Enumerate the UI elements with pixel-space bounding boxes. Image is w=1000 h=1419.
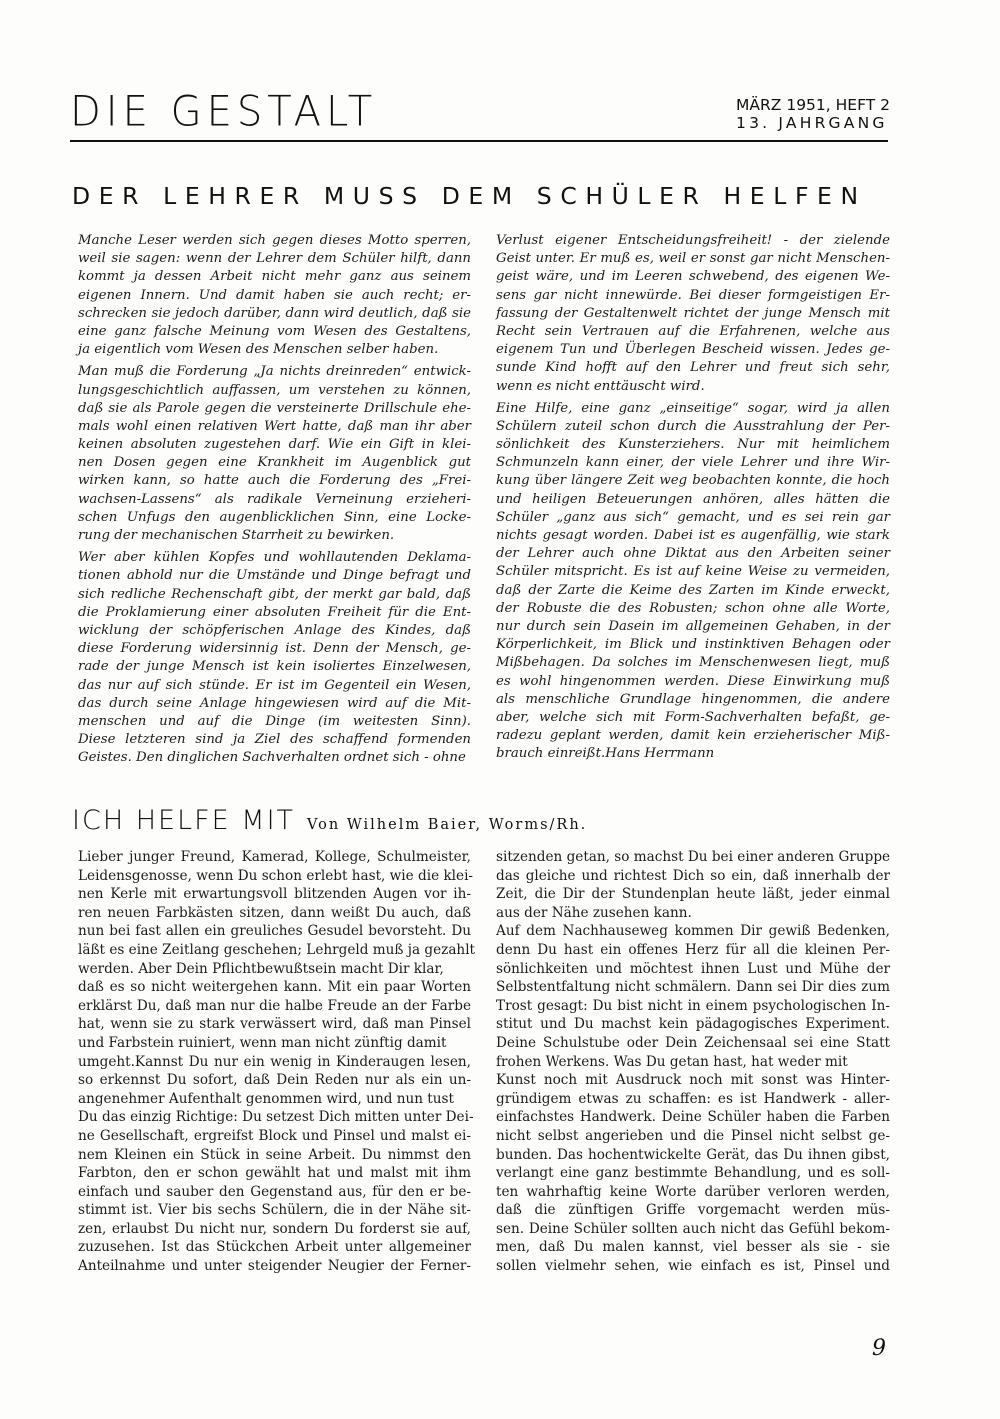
text-line: zen, erlaubst Du nicht nur, sondern Du forderst sie auf,	[78, 1220, 471, 1237]
text-line: so erkennst Du sofort, daß Dein Reden nur als ein un-	[78, 1072, 471, 1089]
text-line: es wohl hingenommen werden. Diese Einwirkung muß	[496, 673, 890, 689]
text-line: sitzenden getan, so machst Du bei einer anderen Gruppe	[496, 849, 891, 865]
text-line: Anteilnahme und unter steigender Neugier der Ferner-	[78, 1258, 471, 1275]
text-line: das nur auf sich stünde. Er ist im Gegenteil ein Wesen,	[78, 677, 471, 693]
text-line: menschen und auf die Dinge (im weitesten Sinn).	[78, 713, 471, 729]
text-line: eigenen Innern. Und damit haben sie auch recht; er-	[78, 287, 471, 303]
text-line: diese Forderung widersinnig ist. Denn der Mensch, ge-	[78, 641, 471, 657]
text-line: Trost gesagt: Du bist nicht in einem psychologischen In-	[496, 997, 890, 1014]
text-line: weil sie sagen: wenn der Lehrer dem Schüler hilft, dann	[78, 251, 471, 267]
text-line: Deine Schulstube oder Dein Zeichensaal sei eine Statt	[496, 1034, 890, 1051]
text-line: Schüler „ganz aus sich“ gemacht, und es sei rein gar	[496, 509, 890, 525]
text-line: nur durch sein Dasein im allgemeinen Gehaben, in der	[496, 618, 890, 634]
text-line: Geist unter. Er muß es, weil er sonst gar nicht Menschen-	[496, 251, 890, 267]
text-line: schen Unfugs den augenblicklichen Sinn, eine Locke-	[78, 509, 471, 525]
article2-headline: ICH HELFE MIT	[72, 805, 296, 836]
paragraph	[78, 549, 471, 767]
text-line: Körperlichkeit, im Blick und instinktiven Behagen oder	[496, 637, 890, 653]
text-line: als menschliche Grundlage hingenommen, die andere	[496, 691, 890, 707]
article1-headline: DER LEHRER MUSS DEM SCHÜLER HELFEN	[72, 182, 867, 210]
text-line: sen. Deine Schüler sollten auch nicht das Gefühl bekom-	[496, 1220, 890, 1237]
text-line: Manche Leser werden sich gegen dieses Motto sperren,	[78, 233, 471, 248]
text-line: das gleiche und richtest Dich so ein, daß innerhalb der	[496, 867, 890, 884]
text-line: nun bei fast allen ein greuliches Gesudel bevorsteht. Du	[78, 923, 471, 940]
text-line: die Proklamierung einer absoluten Freiheit für die Ent-	[78, 604, 471, 620]
text-line: hat, wenn sie zu stark verwässert wird, daß man Pinsel	[78, 1016, 471, 1033]
article2-byline: Von Wilhelm Baier, Worms/Rh.	[307, 817, 588, 833]
text-line: Schüler mitspricht. Es ist auf keine Weise zu vermeiden,	[496, 564, 890, 580]
article1-left-column	[78, 232, 471, 771]
text-line: schrecken sie jedoch darüber, dann wird deutlich, daß sie	[78, 305, 471, 321]
text-line: daß die zünftigen Griffe vorgemacht werden müs-	[496, 1202, 890, 1219]
issue-volume: 13. JAHRGANG	[736, 114, 888, 132]
text-line: umgeht.Kannst Du nur ein wenig in Kinderaugen lesen,	[78, 1053, 471, 1070]
text-line: Wer aber kühlen Kopfes und wohllautenden Deklama-	[78, 550, 471, 566]
text-line: Du das einzig Richtige: Du setzest Dich mitten unter Dei-	[78, 1109, 474, 1126]
text-line: ne Gesellschaft, ergreifst Block und Pinsel und malst ei-	[78, 1127, 471, 1144]
text-line: kung über längere Zeit weg beobachten konnte, die hoch	[496, 473, 890, 489]
text-line: wirken kann, so hatte auch die Forderung des „Frei-	[78, 473, 471, 489]
text-line: sollen vielmehr sehen, wie einfach es ist, Pinsel und	[496, 1258, 890, 1275]
text-line: ten wahrhaftig keine Worte darüber verloren werden,	[496, 1183, 890, 1200]
text-line: angenehmer Aufenthalt genommen wird, und nun tust	[78, 1090, 454, 1107]
text-line: nichts gesagt worden. Dabei ist es augenfällig, wie stark	[496, 528, 890, 543]
text-line: nen Dosen gegen eine Krankheit im Augenblick gut	[78, 455, 471, 471]
text-line: einfachstes Handwerk. Deine Schüler haben die Farben	[496, 1109, 890, 1126]
text-line: aus der Nähe zusehen kann.	[496, 904, 692, 921]
text-line: Man muß die Forderung „Ja nichts dreinreden“ entwick-	[78, 364, 471, 380]
paragraph	[496, 400, 890, 764]
text-line: nen Kerle mit erwartungsvoll blitzenden Augen vor ih-	[78, 886, 471, 903]
text-line: nem Kleinen ein Stück in seine Arbeit. Du nimmst den	[78, 1146, 471, 1163]
paragraph	[78, 363, 471, 545]
text-line: Diese letzteren sind ja Ziel des schaffend formenden	[78, 732, 471, 748]
text-line: aber, welche sich mit Form-Sachverhalten befaßt, ge-	[496, 709, 890, 725]
text-line: keinen absoluten zugestehen darf. Wie ein Gift in klei-	[78, 437, 471, 453]
text-line: sens gar nicht innewürde. Bei dieser formgeistigen Er-	[496, 287, 890, 303]
article2-heading	[72, 805, 587, 836]
text-line: ja eigentlich vom Wesen des Menschen selber haben.	[78, 342, 439, 358]
text-line: Auf dem Nachhauseweg kommen Dir gewiß Bedenken,	[496, 923, 890, 940]
paragraph	[78, 232, 471, 359]
text-line: wachsen-Lassens“ als radikale Verneinung erzieheri-	[78, 491, 471, 507]
page-number: 9	[872, 1336, 886, 1361]
text-line: nicht selbst angerieben und die Pinsel nicht selbst ge-	[496, 1127, 890, 1144]
text-line: kommt ja dessen Arbeit nicht mehr ganz aus seinem	[78, 269, 471, 285]
text-line: lungsgeschichtlich auffassen, um verstehen zu können,	[78, 382, 471, 398]
masthead-rule	[70, 140, 888, 142]
text-line: daß der Zarte die Keime des Zarten im Kinde erweckt,	[496, 582, 890, 598]
signature-line	[496, 745, 890, 763]
text-line: Leidensgenosse, wenn Du schon erlebt hast, wie die klei-	[78, 867, 474, 884]
text-line: und Farbstein ruiniert, wenn man nicht zünftig damit	[78, 1034, 447, 1051]
text-line: daß es so nicht weitergehen kann. Mit ein paar Worten	[78, 979, 471, 996]
text-line: rung der mechanischen Starrheit zu bewirken.	[78, 528, 395, 543]
text-line: eigenem Tun und Überlegen Bescheid wissen. Jedes ge-	[496, 342, 890, 358]
text-line: sich redliche Rechenschaft gibt, der merkt gar bald, daß	[78, 586, 471, 602]
text-line: wenn es nicht enttäuscht wird.	[496, 378, 705, 394]
text-line: eine ganz falsche Meinung vom Wesen des Gestaltens,	[78, 323, 471, 339]
issue-info	[736, 96, 890, 132]
article2-left-column	[78, 848, 475, 1276]
text-line: sönlichkeiten und möchtest ihnen Lust und Mühe der	[496, 960, 890, 977]
text-line: erklärst Du, daß man nur die halbe Freude an der Farbe	[78, 997, 471, 1014]
paragraph	[496, 232, 890, 396]
text-line: bunden. Das hochentwickelte Gerät, das Du ihnen gibst,	[496, 1146, 890, 1163]
text-line: stitut und Du machst kein pädagogisches Experiment.	[496, 1016, 890, 1033]
text-line: verlangt eine ganz bestimmte Behandlung, und es soll-	[496, 1165, 890, 1182]
text-line: Zeit, die Dir der Stundenplan heute läßt, jeder einmal	[496, 886, 890, 903]
text-line: gründigem etwas zu schaffen: es ist Handwerk - aller-	[496, 1090, 890, 1107]
text-line: Mißbehagen. Da solches im Menschenwesen liegt, muß	[496, 655, 890, 671]
text-line: Kunst noch mit Ausdruck noch mit sonst was Hinter-	[496, 1072, 890, 1089]
text-line: zuzusehen. Ist das Stückchen Arbeit unter allgemeiner	[78, 1239, 471, 1256]
text-line: und heiligen Beteuerungen anhören, alles hätten die	[496, 491, 890, 507]
text-line: daß sie als Parole gegen die versteinerte Drillschule ehe-	[78, 400, 471, 416]
text-line: der Lehrer auch ohne Diktat aus den Arbeiten seiner	[496, 546, 890, 562]
text-line: Selbstentfaltung nicht schmälern. Dann sei Dir dies zum	[496, 979, 890, 996]
text-line: tionen abhold nur die Umstände und Dinge befragt und	[78, 568, 471, 584]
text-line: stimmt ist. Vier bis sechs Schülern, die in der Nähe sit-	[78, 1202, 471, 1219]
text-line: Geistes. Den dinglichen Sachverhalten ordnet sich - ohne	[78, 750, 466, 766]
text-line: geist wäre, und im Leeren schwebend, des eigenen We-	[496, 269, 890, 285]
text-line: sunde Kind hofft auf den Lehrer und freut sich sehr,	[496, 360, 890, 376]
text-line: Schmunzeln kann einer, der viele Lehrer und ihre Wir-	[496, 455, 890, 471]
text-line: läßt es eine Zeitlang geschehen; Lehrgeld muß ja gezahlt	[78, 941, 475, 958]
text-line: radezu geplant werden, damit kein erzieherischer Miß-	[496, 728, 890, 744]
text-line: Verlust eigener Entscheidungsfreiheit! - der zielende	[496, 233, 890, 248]
text-line: ren neuen Farbkästen sitzen, dann weißt Du auch, daß	[78, 904, 471, 921]
text-line: denn Du hast ein offenes Herz für all die kleinen Per-	[496, 941, 890, 958]
text-line: fassung der Gestaltenwelt richtet der junge Mensch mit	[496, 305, 890, 321]
text-line: brauch einreißt.	[496, 746, 606, 762]
text-line: Farbton, den er schon gewählt hat und malst mit ihm	[78, 1165, 471, 1182]
text-line: werden. Aber Dein Pflichtbewußtsein macht Dir klar,	[78, 960, 444, 977]
text-line: men, daß Du malen kannst, viel besser als sie - sie	[496, 1239, 890, 1256]
magazine-title: DIE GESTALT	[70, 87, 378, 137]
text-line: der Robuste die des Robusten; schon ohne alle Worte,	[496, 600, 890, 616]
text-line: wicklung der schöpferischen Anlage des Kindes, daß	[78, 622, 471, 638]
issue-date: MÄRZ 1951, HEFT 2	[736, 96, 890, 114]
author-signature: Hans Herrmann	[605, 746, 715, 762]
text-line: mals wohl einen relativen Wert hatte, daß man ihr aber	[78, 418, 471, 434]
text-line: Recht sein Vertrauen auf die Erfahrenen, welche aus	[496, 323, 890, 339]
text-line: rade der junge Mensch ist kein isoliertes Einzelwesen,	[78, 659, 471, 675]
text-line: Eine Hilfe, eine ganz „einseitige“ sogar, wird ja allen	[496, 400, 890, 416]
text-line: einfach und sauber den Gegenstand aus, für den er be-	[78, 1183, 471, 1200]
text-line: frohen Werkens. Was Du getan hast, hat weder mit	[496, 1053, 848, 1070]
text-line: Lieber junger Freund, Kamerad, Kollege, Schulmeister,	[78, 849, 471, 865]
text-line: sönlichkeit des Kunsterziehers. Nur mit heimlichem	[496, 437, 890, 453]
article1-right-column	[496, 232, 890, 767]
text-line: Schülern zuteil schon durch die Ausstrahlung der Per-	[496, 418, 890, 434]
text-line: das durch seine Anlage hingewiesen wird auf die Mit-	[78, 695, 471, 711]
article2-right-column	[496, 848, 890, 1276]
